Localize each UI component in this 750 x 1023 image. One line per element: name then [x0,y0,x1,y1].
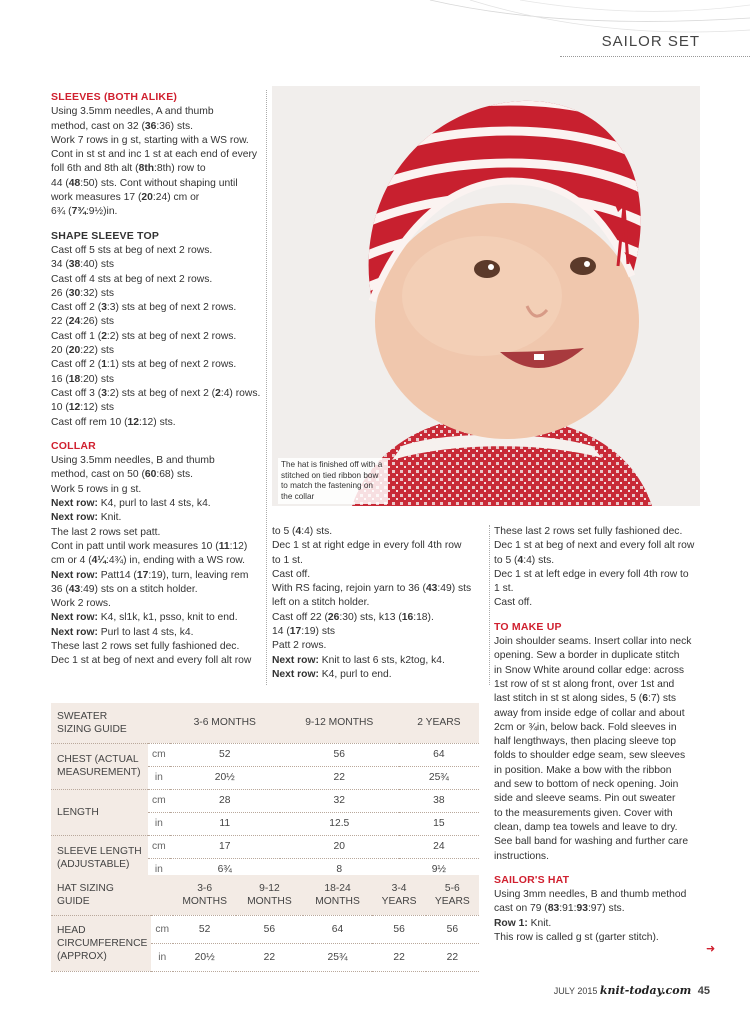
bold-text: 4 [517,554,524,566]
row-label: HEAD CIRCUMFERENCE (APPROX) [51,915,151,971]
row-label: LENGTH [51,789,148,835]
bold-text: 4 [295,526,302,537]
text: :4) sts. [523,554,555,566]
page-title: SAILOR SET [601,33,700,50]
table-cell: 32 [280,789,399,812]
text: to 5 ( [272,526,296,537]
table-header-row [51,703,479,743]
footer-site: knit-today.com [599,984,692,997]
bold-text: 11 [218,540,230,552]
instruction-line [51,244,263,258]
text: opening. Sew a border in duplicate stitch [494,650,680,662]
text: Cast off rem 10 ( [51,416,128,428]
text: :12) sts [80,402,114,414]
instruction-line [494,678,708,692]
instruction-line [51,483,263,497]
table-cell: 56 [372,915,425,943]
instruction-line [272,568,484,582]
footer-date: JULY 2015 [553,986,598,996]
instruction-line [494,931,708,945]
bold-text: Next row: [51,626,98,638]
column-header: 3-6 MONTHS [170,703,280,743]
text: :26) sts [80,316,114,328]
text: side and sleeve seams. Pin out sweater [494,793,676,805]
text: These last 2 rows set fully fashioned dec. [494,526,683,537]
column-1 [51,90,263,669]
instruction-line [272,525,484,539]
column-header: 3-4 YEARS [372,875,425,915]
bold-text: 38 [68,259,81,271]
instruction-line [494,596,708,610]
column-header: 18-24 MONTHS [303,875,373,915]
text: Cast off. [272,568,311,580]
instruction-line [494,649,708,663]
instruction-line [494,539,708,553]
text: Cast off 22 ( [272,611,328,623]
table-cell: 20 [280,835,399,858]
text: :4) sts. [301,526,333,537]
instruction-line [494,835,708,849]
bold-text: 3 [101,302,107,314]
text: :1) sts at beg of next 2 rows. [106,359,237,371]
text: :19) sts [301,626,335,638]
bold-text: Next row: [51,512,98,524]
text: :30) sts, k13 ( [339,611,402,623]
text: method, cast on 32 ( [51,120,145,132]
table-row [51,835,479,858]
instruction-line [51,569,263,583]
bold-text: Next row: [272,654,319,666]
text: :7) sts [647,693,677,705]
text: This row is called g st (garter stitch). [494,932,659,944]
text: left on a stitch holder. [272,597,370,609]
text: :40) sts [80,259,114,271]
bold-text: 43 [68,583,81,595]
unit-label: cm [148,835,170,858]
text: 14 ( [272,626,290,638]
text: With RS facing, rejoin yarn to 36 ( [272,583,426,595]
table-cell: 52 [170,743,280,766]
text: :49) sts [437,583,472,595]
instruction-line [51,387,263,401]
instruction-line [51,540,263,554]
text: 1st row of st st along front, over 1st and [494,678,675,690]
unit-label: in [151,943,173,971]
text: cm or 4 ( [51,555,92,567]
text: folds to shoulder edge seam, sew sleeves [494,750,686,762]
text: work measures 17 ( [51,192,142,204]
instruction-line [51,177,263,191]
text: last stitch in st st along sides, 5 ( [494,693,643,705]
unit-label: in [148,812,170,835]
text: These last 2 rows set fully fashioned dec. [51,640,240,652]
text: Cont in patt until work measures 10 ( [51,540,219,552]
text: to 5 ( [494,554,518,566]
instruction-line [494,902,708,916]
column-header: 9-12 MONTHS [280,703,399,743]
text: Patt14 ( [97,569,137,581]
instruction-line [272,582,484,596]
instruction-line [51,597,263,611]
instruction-line [51,148,263,162]
instruction-line [272,611,484,625]
text: Knit. [97,512,122,524]
text: Cast off. [494,597,533,609]
instruction-line [51,401,263,415]
text: :2) sts at beg of next 2 ( [106,387,216,399]
instruction-line [494,664,708,678]
instruction-line [51,654,263,668]
column-divider [489,525,490,685]
text: :20) sts [80,373,114,385]
photo-caption: The hat is finished off with a stitched on tied ribbon bow to match the fastening on the collar [278,458,388,504]
text: away from inside edge of collar and about [494,707,685,719]
instruction-line [51,454,263,468]
text: Cast off 5 sts at beg of next 2 rows. [51,244,213,256]
text: :18). [413,611,434,623]
bold-text: 17 [136,569,149,581]
text: :12) [229,540,248,552]
baby-photo [272,86,700,506]
instruction-line [51,526,263,540]
instruction-line [494,554,708,568]
instruction-line [51,315,263,329]
text: Patt 2 rows. [272,640,327,652]
table-cell: 24 [399,835,479,858]
bold-text: 83 [547,903,560,915]
text: in Snow White around collar edge: across [494,664,685,676]
instruction-line [494,582,708,596]
text: Using 3.5mm needles, A and thumb [51,106,214,118]
text: 10 ( [51,402,69,414]
text: clean, damp tea towels and leave to dry. [494,821,678,833]
bold-text: 2 [101,330,107,342]
bold-text: Next row: [272,668,319,680]
section-heading: TO MAKE UP [494,620,562,633]
text: 34 ( [51,259,69,271]
table-cell: 22 [426,943,479,971]
column-2 [272,525,484,682]
table-cell: 52 [173,915,236,943]
instruction-line [51,191,263,205]
instruction-line [51,205,263,219]
section-heading: SLEEVES (BOTH ALIKE) [51,91,178,103]
text: Work 2 rows. [51,598,111,610]
text: 36 ( [51,583,69,595]
table-cell: 64 [303,915,373,943]
unit-label: cm [151,915,173,943]
instruction-line [51,330,263,344]
text: cast on 79 ( [494,903,548,915]
bold-text: 24 [68,316,81,328]
instruction-line [51,611,263,625]
table-cell: 56 [280,743,399,766]
text: 26 ( [51,287,69,299]
text: :19), turn, leaving rem [148,569,249,581]
bold-text: 3 [101,387,107,399]
bold-text: 12 [127,416,139,428]
column-header: 3-6 MONTHS [173,875,236,915]
table-title: SWEATER SIZING GUIDE [51,703,148,743]
text: 22 ( [51,316,69,328]
bold-text: 17 [289,626,302,638]
instruction-line [272,554,484,568]
text: :3) sts at beg of next 2 rows. [106,302,237,314]
text: Work 5 rows in g st. [51,483,142,495]
table-cell: 28 [170,789,280,812]
section-heading: SAILOR'S HAT [494,873,570,886]
instruction-line [494,735,708,749]
text: :12) sts. [138,416,176,428]
page-number: 45 [697,985,710,997]
text: to the measurements given. Cover with [494,807,673,819]
table-cell: 25¾ [399,766,479,789]
text: Work 7 rows in g st, starting with a WS row. [51,134,249,146]
text: :2) sts at beg of next 2 rows. [106,330,237,342]
text: 2cm or ¾in, below back. Fold sleeves in [494,721,677,733]
bold-text: 20 [68,345,81,357]
instruction-line [51,358,263,372]
table-cell: 64 [399,743,479,766]
bold-text: 18 [68,373,81,385]
row-label: CHEST (ACTUAL MEASUREMENT) [51,743,148,789]
instruction-line [51,287,263,301]
text: :68) sts. [156,469,193,481]
bold-text: 36 [144,120,157,132]
bold-text: 1 [101,359,107,371]
page-footer [554,984,710,997]
table-cell: 8 [280,858,399,881]
header-rule [560,56,750,57]
bold-text: 26 [327,611,340,623]
unit-label: in [148,858,170,881]
text: in position. Make a bow with the ribbon [494,764,672,776]
text: 20 ( [51,345,69,357]
text: 16 ( [51,373,69,385]
instruction-line [272,654,484,668]
table-cell: 12.5 [280,812,399,835]
text: :32) sts [80,287,114,299]
instruction-line [51,258,263,272]
table-cell: 56 [236,915,302,943]
table-cell: 20½ [173,943,236,971]
instruction-line [494,568,708,582]
text: Using 3mm needles, B and thumb method [494,889,687,901]
table-cell: 22 [372,943,425,971]
instruction-line [51,554,263,568]
text: Using 3.5mm needles, B and thumb [51,455,215,467]
bold-text: Next row: [51,569,98,581]
table-cell: 6¾ [170,858,280,881]
bold-text: Row 1: [494,917,528,929]
instruction-line [51,162,263,176]
bold-text: 60 [144,469,157,481]
bold-text: 8th [138,163,155,175]
instruction-line [494,707,708,721]
text: Join shoulder seams. Insert collar into neck [494,636,692,648]
table-cell: 15 [399,812,479,835]
text: Dec 1 st at right edge in every foll 4th row [272,540,462,552]
bold-text: 16 [401,611,414,623]
instruction-line [494,821,708,835]
instruction-line [494,635,708,649]
text: to 1 st. [272,554,303,566]
text: 1 st. [494,583,514,595]
table-cell: 38 [399,789,479,812]
text: K4, purl to end. [318,668,392,680]
table-cell: 25¾ [303,943,373,971]
unit-label: cm [148,789,170,812]
text: instructions. [494,850,549,862]
header-decoration [0,0,750,60]
column-divider [266,90,267,685]
instruction-line [494,807,708,821]
text: Dec 1 st at beg of next and every foll alt row [51,655,252,667]
bold-text: 48 [68,177,81,189]
table-header-row [51,875,479,915]
section-heading: COLLAR [51,439,96,452]
instruction-line [51,120,263,134]
instruction-line [51,511,263,525]
table-cell: 56 [426,915,479,943]
text: :4¾) in, ending with a WS row. [105,555,246,567]
bold-text: 30 [68,287,81,299]
instruction-line [272,625,484,639]
column-3 [494,525,708,945]
instruction-line [51,497,263,511]
instruction-line [494,764,708,778]
bold-text: 20 [141,192,153,204]
text: The last 2 rows set patt. [51,526,161,538]
text: Cast off 4 sts at beg of next 2 rows. [51,273,213,285]
instruction-line [494,525,708,539]
text: Knit. [527,917,552,929]
instruction-line [51,373,263,387]
column-header: 2 YEARS [399,703,479,743]
bold-text: 2 [215,387,221,399]
text: :4) rows. [220,387,261,399]
instruction-line [272,668,484,682]
text: Cast off 2 ( [51,302,102,314]
text: :9½)in. [85,206,118,218]
instruction-line [494,749,708,763]
unit-label: cm [148,743,170,766]
continue-arrow-icon: ➜ [706,943,716,955]
table-row [51,915,479,943]
text: :24) cm or [152,192,200,204]
instruction-line [272,596,484,610]
instruction-line [51,468,263,482]
instruction-line [272,539,484,553]
instruction-line [51,640,263,654]
bold-text: 4¼ [91,555,106,567]
unit-label: in [148,766,170,789]
text: Dec 1 st at left edge in every foll 4th row to [494,568,689,580]
bold-text: 7¾ [71,206,86,218]
sweater-sizing-table [51,703,479,882]
instruction-line [494,888,708,902]
text: 44 ( [51,177,69,189]
table-row [51,743,479,766]
instruction-line [51,416,263,430]
text: foll 6th and 8th alt ( [51,163,139,175]
instruction-line [51,105,263,119]
instruction-line [51,583,263,597]
bold-text: Next row: [51,612,98,624]
instruction-line [51,626,263,640]
instruction-line [51,344,263,358]
table-cell: 9½ [399,858,479,881]
table-cell: 22 [280,766,399,789]
text: Cast off 1 ( [51,330,102,342]
table-row [51,789,479,812]
bold-text: 43 [425,583,438,595]
instruction-line [494,692,708,706]
text: :50) sts. Cont without shaping until [80,177,238,189]
text: Cont in st st and inc 1 st at each end of every [51,149,258,161]
text: :36) sts. [156,120,193,132]
text: Purl to last 4 sts, k4. [97,626,194,638]
instruction-line [51,134,263,148]
text: :22) sts [80,345,114,357]
instruction-line [494,917,708,931]
text: and sew to bottom of neck opening. Join [494,779,679,791]
text: See ball band for washing and further care [494,836,689,848]
instruction-line [494,850,708,864]
table-cell: 20½ [170,766,280,789]
table-title: HAT SIZING GUIDE [51,875,151,915]
text: 6¾ ( [51,206,72,218]
bold-text: 12 [68,402,81,414]
text: half lengthways, then placing sleeve top [494,736,677,748]
row-label: SLEEVE LENGTH (ADJUSTABLE) [51,835,148,881]
text: Knit to last 6 sts, k2tog, k4. [318,654,445,666]
text: :49) sts on a stitch holder. [80,583,198,595]
bold-text: 6 [642,693,648,705]
text: K4, purl to last 4 sts, k4. [97,498,211,510]
instruction-line [494,792,708,806]
instruction-line [51,301,263,315]
bold-text: 93 [576,903,588,915]
text: Cast off 3 ( [51,387,102,399]
table-cell: 17 [170,835,280,858]
column-header: 9-12 MONTHS [236,875,302,915]
table-cell: 22 [236,943,302,971]
text: K4, sl1k, k1, psso, knit to end. [97,612,238,624]
text: Dec 1 st at beg of next and every foll alt row [494,540,695,552]
text: :91: [559,903,577,915]
instruction-line [51,273,263,287]
table-cell: 11 [170,812,280,835]
text: method, cast on 50 ( [51,469,145,481]
instruction-line [272,639,484,653]
instruction-line [494,721,708,735]
instruction-line [494,778,708,792]
text: :97) sts. [587,903,625,915]
text: Cast off 2 ( [51,359,102,371]
section-heading: SHAPE SLEEVE TOP [51,229,160,242]
hat-sizing-table [51,875,479,972]
text: :8th) row to [154,163,206,175]
column-header: 5-6 YEARS [426,875,479,915]
bold-text: Next row: [51,498,98,510]
